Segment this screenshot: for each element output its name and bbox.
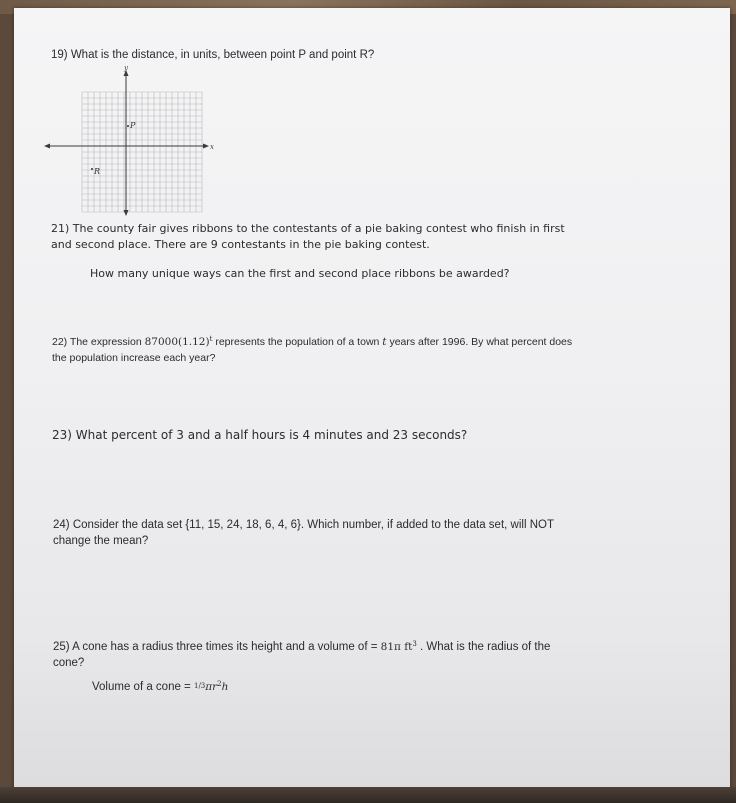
question-21-line-3: How many unique ways can the first and second place ribbons be awarded? [90, 267, 510, 280]
question-22 [52, 331, 572, 366]
point-r [91, 168, 93, 170]
y-axis-label: y [124, 64, 128, 72]
x-axis-left-arrow [44, 144, 50, 149]
question-24-line-2: change the mean? [53, 535, 149, 547]
question-19-text: 19) What is the distance, in units, between point P and point R? [51, 49, 375, 61]
question-21-prompt [90, 266, 510, 282]
question-21-line-2: and second place. There are 9 contestants in the pie baking contest. [51, 238, 430, 251]
point-r-label: R [94, 167, 101, 176]
x-axis-right-arrow [203, 144, 209, 149]
question-25-line-1: 25) A cone has a radius three times its height and a volume of = 81π $ft^3$ . What is the radius of the [53, 640, 551, 653]
question-25-line-2: cone? [53, 657, 85, 669]
y-axis-bottom-arrow [124, 210, 129, 216]
x-axis-label: x [210, 143, 214, 151]
volume-expression: 81π $ft^3$ [380, 640, 417, 653]
coordinate-grid [44, 62, 214, 220]
question-23-text: 23) What percent of 3 and a half hours is 4 minutes and 23 seconds? [52, 428, 468, 442]
question-23 [52, 427, 467, 443]
question-21 [51, 221, 565, 253]
expression-population: $87000(1.12)^t$ [144, 335, 213, 348]
question-22-line-1: 22) The expression $87000(1.12)^t$ represents the population of a town t years after 1996. By what percent does [52, 335, 573, 348]
point-p-label: P [130, 121, 136, 130]
question-21-line-1: 21) The county fair gives ribbons to the contestants of a pie baking contest who finish in first [51, 222, 565, 235]
question-25 [53, 636, 550, 671]
cone-volume-formula: Volume of a cone = $1/3\pi r^2h$ [92, 680, 229, 693]
question-24 [53, 517, 554, 549]
question-19 [51, 47, 374, 63]
question-24-line-1: 24) Consider the data set {11, 15, 24, 18, 6, 4, 6}. Which number, if added to the data set, will NOT [53, 519, 554, 531]
worksheet-page [14, 8, 730, 793]
point-p [127, 125, 129, 127]
question-22-line-2: the population increase each year? [52, 352, 216, 364]
background-surface-bottom [0, 787, 736, 803]
